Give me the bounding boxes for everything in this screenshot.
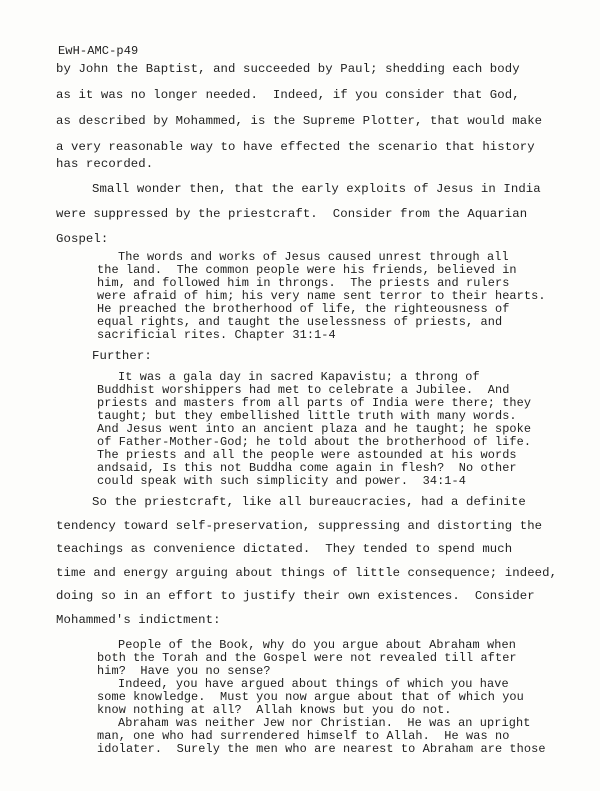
quote-3-line: him? Have you no sense? [97,664,271,678]
paragraph-3-line: teachings as convenience dictated. They tended to spend much [56,542,513,556]
quote-2-line: Buddhist worshippers had met to celebrate a Jubilee. And [97,383,510,397]
quote-3-line: know nothing at all? Allah knows but you do not. [97,703,452,717]
quote-2-line: of Father-Mother-God; he told about the brotherhood of life. [97,435,532,449]
further-label: Further: [92,349,152,363]
quote-1-line: sacrificial rites. Chapter 31:1-4 [97,328,336,342]
quote-3-line: People of the Book, why do you argue about Abraham when [118,638,516,652]
paragraph-1-line: as it was no longer needed. Indeed, if you consider that God, [56,88,520,102]
quote-1-line: He preached the brotherhood of life, the righteousness of [97,302,510,316]
paragraph-3-line: Mohammed's indictment: [56,613,221,627]
quote-3-line: man, one who had surrendered himself to Allah. He was no [97,729,510,743]
quote-3-line: Indeed, you have argued about things of which you have [118,677,509,691]
paragraph-3-line: doing so in an effort to justify their own existences. Consider [56,589,535,603]
paragraph-1-line: as described by Mohammed, is the Supreme Plotter, that would make [56,114,543,128]
quote-1-line: equal rights, and taught the uselessness of priests, and [97,315,503,329]
quote-1-line: him, and followed him in throngs. The priests and rulers [97,276,510,290]
paragraph-2-line: Gospel: [56,232,109,246]
quote-3-line: some knowledge. Must you now argue about that of which you [97,690,524,704]
quote-1-line: were afraid of him; his very name sent terror to their hearts. [97,289,546,303]
paragraph-1-line: a very reasonable way to have effected the scenario that history [56,140,535,154]
paragraph-1-line: by John the Baptist, and succeeded by Paul; shedding each body [56,62,520,76]
quote-2-line: priests and masters from all parts of India were there; they [97,396,532,410]
quote-1-line: The words and works of Jesus caused unrest through all [118,250,509,264]
quote-3-line: both the Torah and the Gospel were not revealed till after [97,651,517,665]
paragraph-1-line: has recorded. [56,157,154,171]
quote-2-line: taught; but they embellished little truth with many words. [97,409,517,423]
paragraph-2-line: were suppressed by the priestcraft. Consider from the Aquarian [56,207,528,221]
paragraph-3-line: time and energy arguing about things of little consequence; indeed, [56,566,558,580]
paragraph-3-line: tendency toward self-preservation, suppressing and distorting the [56,519,543,533]
paragraph-3-line: So the priestcraft, like all bureaucracies, had a definite [92,495,526,509]
paragraph-2-line: Small wonder then, that the early exploits of Jesus in India [92,182,541,196]
quote-3-line: idolater. Surely the men who are nearest to Abraham are those [97,742,546,756]
quote-2-line: could speak with such simplicity and power. 34:1-4 [97,474,467,488]
quote-2-line: andsaid, Is this not Buddha come again in flesh? No other [97,461,517,475]
quote-2-line: And Jesus went into an ancient plaza and he taught; he spoke [97,422,532,436]
quote-3-line: Abraham was neither Jew nor Christian. He was an upright [118,716,531,730]
page-header: EwH-AMC-p49 [58,44,139,58]
quote-2-line: The priests and all the people were astounded at his words [97,448,517,462]
quote-1-line: the land. The common people were his friends, believed in [97,263,517,277]
quote-2-line: It was a gala day in sacred Kapavistu; a throng of [118,370,480,384]
